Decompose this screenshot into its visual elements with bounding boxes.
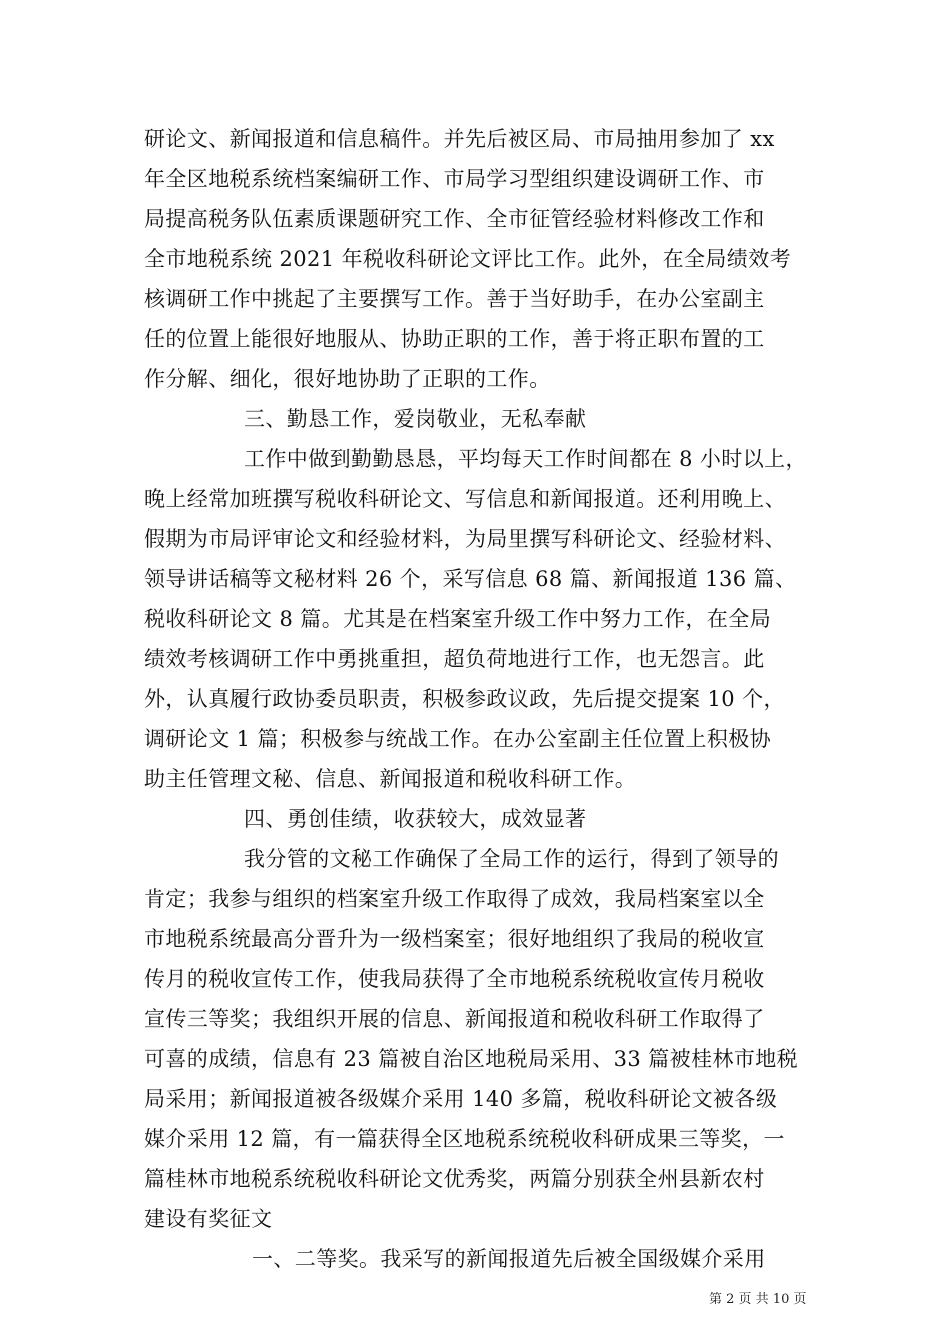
text-line: 助主任管理文秘、信息、新闻报道和税收科研工作。	[144, 767, 637, 791]
text-line: 核调研工作中挑起了主要撰写工作。善于当好助手，在办公室副主	[144, 287, 765, 311]
text-line: 税收科研论文 8 篇。尤其是在档案室升级工作中努力工作，在全局	[144, 607, 772, 631]
text-line: 一、二等奖。我采写的新闻报道先后被全国级媒介采用	[252, 1247, 766, 1271]
text-line: 外，认真履行政协委员职责，积极参政议政，先后提交提案 10 个，	[144, 687, 785, 711]
text-line: 可喜的成绩，信息有 23 篇被自治区地税局采用、33 篇被桂林市地税	[144, 1047, 799, 1071]
text-line: 年全区地税系统档案编研工作、市局学习型组织建设调研工作、市	[144, 167, 765, 191]
text-line: 任的位置上能很好地服从、协助正职的工作，善于将正职布置的工	[144, 327, 765, 351]
text-line: 领导讲话稿等文秘材料 26 个，采写信息 68 篇、新闻报道 136 篇、	[144, 567, 797, 591]
text-line: 宣传三等奖；我组织开展的信息、新闻报道和税收科研工作取得了	[144, 1007, 765, 1031]
text-line: 市地税系统最高分晋升为一级档案室；很好地组织了我局的税收宣	[144, 927, 765, 951]
text-line: 篇桂林市地税系统税收科研论文优秀奖，两篇分别获全州县新农村	[144, 1167, 765, 1191]
page-number: 第 2 页 共 10 页	[709, 1292, 807, 1307]
text-line: 我分管的文秘工作确保了全局工作的运行，得到了领导的	[244, 847, 779, 871]
text-line: 局采用；新闻报道被各级媒介采用 140 多篇，税收科研论文被各级	[144, 1087, 778, 1111]
section-heading: 四、勇创佳绩，收获较大，成效显著	[244, 807, 587, 831]
text-line: 调研论文 1 篇；积极参与统战工作。在办公室副主任位置上积极协	[144, 727, 772, 751]
text-line: 局提高税务队伍素质课题研究工作、全市征管经验材料修改工作和	[144, 207, 765, 231]
text-line: 工作中做到勤勤恳恳，平均每天工作时间都在 8 小时以上，	[244, 447, 807, 471]
text-line: 媒介采用 12 篇，有一篇获得全区地税系统税收科研成果三等奖，一	[144, 1127, 785, 1151]
text-line: 全市地税系统 2021 年税收科研论文评比工作。此外，在全局绩效考	[144, 247, 791, 271]
text-line: 晚上经常加班撰写税收科研论文、写信息和新闻报道。还利用晚上、	[144, 487, 786, 511]
text-line: 假期为市局评审论文和经验材料，为局里撰写科研论文、经验材料、	[144, 527, 786, 551]
text-line: 研论文、新闻报道和信息稿件。并先后被区局、市局抽用参加了 xx	[144, 127, 775, 151]
section-heading: 三、勤恳工作，爱岗敬业，无私奉献	[244, 407, 587, 431]
text-line: 绩效考核调研工作中勇挑重担，超负荷地进行工作，也无怨言。此	[144, 647, 765, 671]
text-line: 作分解、细化，很好地协助了正职的工作。	[144, 367, 551, 391]
text-line: 建设有奖征文	[144, 1207, 273, 1231]
text-line: 肯定；我参与组织的档案室升级工作取得了成效，我局档案室以全	[144, 887, 765, 911]
text-line: 传月的税收宣传工作，使我局获得了全市地税系统税收宣传月税收	[144, 967, 765, 991]
